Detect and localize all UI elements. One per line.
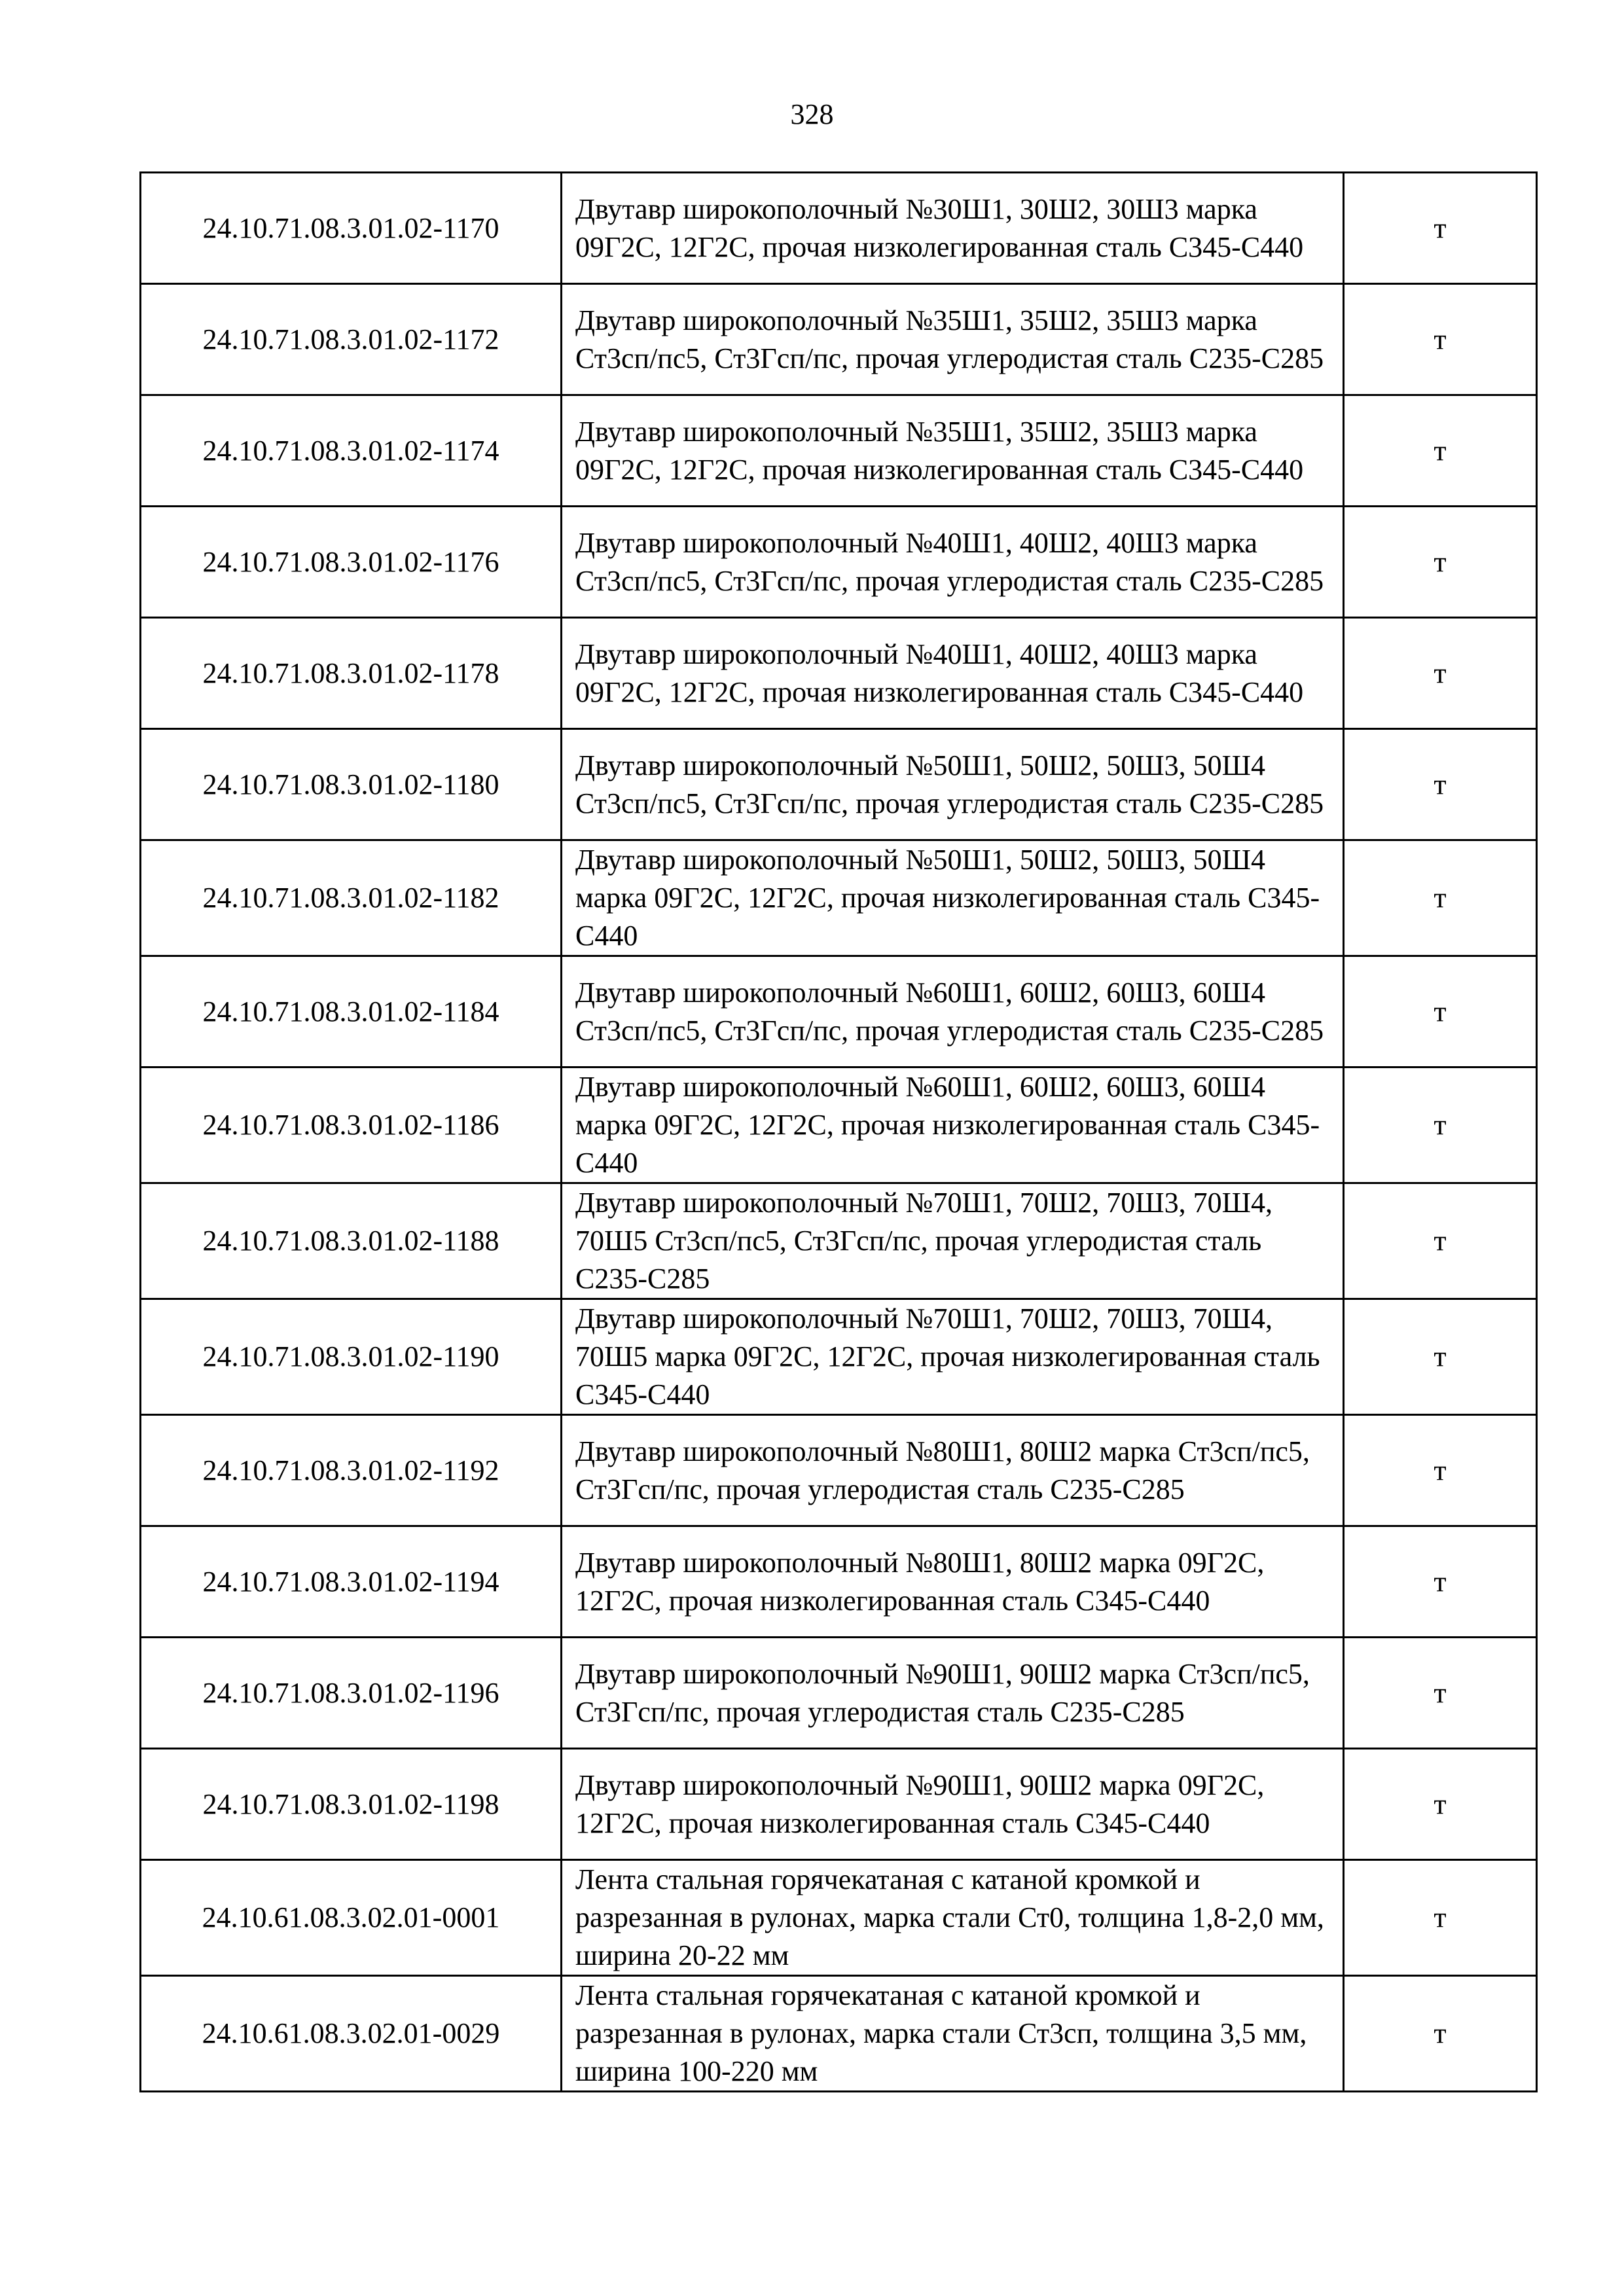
code-cell: 24.10.71.08.3.01.02-1196 [141,1638,562,1749]
table-row [141,1299,1537,1415]
table-row [141,1067,1537,1183]
table-row [141,395,1537,507]
unit-cell: т [1344,1976,1537,2092]
code-cell: 24.10.71.08.3.01.02-1184 [141,956,562,1067]
code-cell: 24.10.71.08.3.01.02-1176 [141,507,562,618]
description-cell: Двутавр широкополочный №60Ш1, 60Ш2, 60Ш3, 60Ш4 Ст3сп/пс5, Ст3Гсп/пс, прочая углеродистая сталь С235-С285 [562,956,1344,1067]
description-cell: Двутавр широкополочный №60Ш1, 60Ш2, 60Ш3, 60Ш4 марка 09Г2С, 12Г2С, прочая низколегированная сталь С345-С440 [562,1067,1344,1183]
unit-cell: т [1344,395,1537,507]
table-row [141,956,1537,1067]
description-cell: Двутавр широкополочный №50Ш1, 50Ш2, 50Ш3, 50Ш4 марка 09Г2С, 12Г2С, прочая низколегированная сталь С345-С440 [562,840,1344,956]
unit-cell: т [1344,840,1537,956]
unit-cell: т [1344,956,1537,1067]
code-cell: 24.10.71.08.3.01.02-1192 [141,1415,562,1526]
code-cell: 24.10.71.08.3.01.02-1188 [141,1183,562,1299]
page-number: 328 [790,98,834,130]
code-cell: 24.10.71.08.3.01.02-1170 [141,173,562,284]
table-row [141,173,1537,284]
unit-cell: т [1344,1067,1537,1183]
unit-cell: т [1344,1526,1537,1638]
table-row [141,618,1537,729]
description-cell: Двутавр широкополочный №80Ш1, 80Ш2 марка 09Г2С, 12Г2С, прочая низколегированная сталь С345-С440 [562,1526,1344,1638]
table-row [141,729,1537,840]
table-row [141,1183,1537,1299]
description-cell: Двутавр широкополочный №70Ш1, 70Ш2, 70Ш3, 70Ш4, 70Ш5 марка 09Г2С, 12Г2С, прочая низколегированная сталь С345-С440 [562,1299,1344,1415]
table-row [141,1976,1537,2092]
description-cell: Лента стальная горячекатаная с катаной кромкой и разрезанная в рулонах, марка стали Ст0, толщина 1,8-2,0 мм, ширина 20-22 мм [562,1860,1344,1976]
description-cell: Двутавр широкополочный №90Ш1, 90Ш2 марка 09Г2С, 12Г2С, прочая низколегированная сталь С345-С440 [562,1749,1344,1860]
unit-cell: т [1344,1638,1537,1749]
description-cell: Двутавр широкополочный №30Ш1, 30Ш2, 30Ш3 марка 09Г2С, 12Г2С, прочая низколегированная сталь С345-С440 [562,173,1344,284]
description-cell: Двутавр широкополочный №80Ш1, 80Ш2 марка Ст3сп/пс5, Ст3Гсп/пс, прочая углеродистая сталь С235-С285 [562,1415,1344,1526]
code-cell: 24.10.71.08.3.01.02-1190 [141,1299,562,1415]
unit-cell: т [1344,729,1537,840]
code-cell: 24.10.71.08.3.01.02-1174 [141,395,562,507]
unit-cell: т [1344,173,1537,284]
description-cell: Двутавр широкополочный №50Ш1, 50Ш2, 50Ш3, 50Ш4 Ст3сп/пс5, Ст3Гсп/пс, прочая углеродистая сталь С235-С285 [562,729,1344,840]
unit-cell: т [1344,507,1537,618]
unit-cell: т [1344,1749,1537,1860]
code-cell: 24.10.71.08.3.01.02-1198 [141,1749,562,1860]
code-cell: 24.10.71.08.3.01.02-1178 [141,618,562,729]
table-row [141,1638,1537,1749]
table-row [141,1526,1537,1638]
code-cell: 24.10.61.08.3.02.01-0001 [141,1860,562,1976]
materials-table [139,171,1538,2092]
unit-cell: т [1344,1415,1537,1526]
table-row [141,840,1537,956]
code-cell: 24.10.71.08.3.01.02-1194 [141,1526,562,1638]
description-cell: Двутавр широкополочный №40Ш1, 40Ш2, 40Ш3 марка 09Г2С, 12Г2С, прочая низколегированная сталь С345-С440 [562,618,1344,729]
code-cell: 24.10.71.08.3.01.02-1172 [141,284,562,395]
description-cell: Лента стальная горячекатаная с катаной кромкой и разрезанная в рулонах, марка стали Ст3сп, толщина 3,5 мм, ширина 100-220 мм [562,1976,1344,2092]
description-cell: Двутавр широкополочный №35Ш1, 35Ш2, 35Ш3 марка Ст3сп/пс5, Ст3Гсп/пс, прочая углеродистая сталь С235-С285 [562,284,1344,395]
table-row [141,284,1537,395]
unit-cell: т [1344,1183,1537,1299]
table-row [141,1749,1537,1860]
code-cell: 24.10.61.08.3.02.01-0029 [141,1976,562,2092]
unit-cell: т [1344,1299,1537,1415]
table-row [141,1415,1537,1526]
description-cell: Двутавр широкополочный №40Ш1, 40Ш2, 40Ш3 марка Ст3сп/пс5, Ст3Гсп/пс, прочая углеродистая сталь С235-С285 [562,507,1344,618]
description-cell: Двутавр широкополочный №35Ш1, 35Ш2, 35Ш3 марка 09Г2С, 12Г2С, прочая низколегированная сталь С345-С440 [562,395,1344,507]
table-row [141,507,1537,618]
unit-cell: т [1344,284,1537,395]
code-cell: 24.10.71.08.3.01.02-1182 [141,840,562,956]
unit-cell: т [1344,1860,1537,1976]
description-cell: Двутавр широкополочный №70Ш1, 70Ш2, 70Ш3, 70Ш4, 70Ш5 Ст3сп/пс5, Ст3Гсп/пс, прочая углеродистая сталь С235-С285 [562,1183,1344,1299]
description-cell: Двутавр широкополочный №90Ш1, 90Ш2 марка Ст3сп/пс5, Ст3Гсп/пс, прочая углеродистая сталь С235-С285 [562,1638,1344,1749]
code-cell: 24.10.71.08.3.01.02-1186 [141,1067,562,1183]
table-row [141,1860,1537,1976]
unit-cell: т [1344,618,1537,729]
code-cell: 24.10.71.08.3.01.02-1180 [141,729,562,840]
